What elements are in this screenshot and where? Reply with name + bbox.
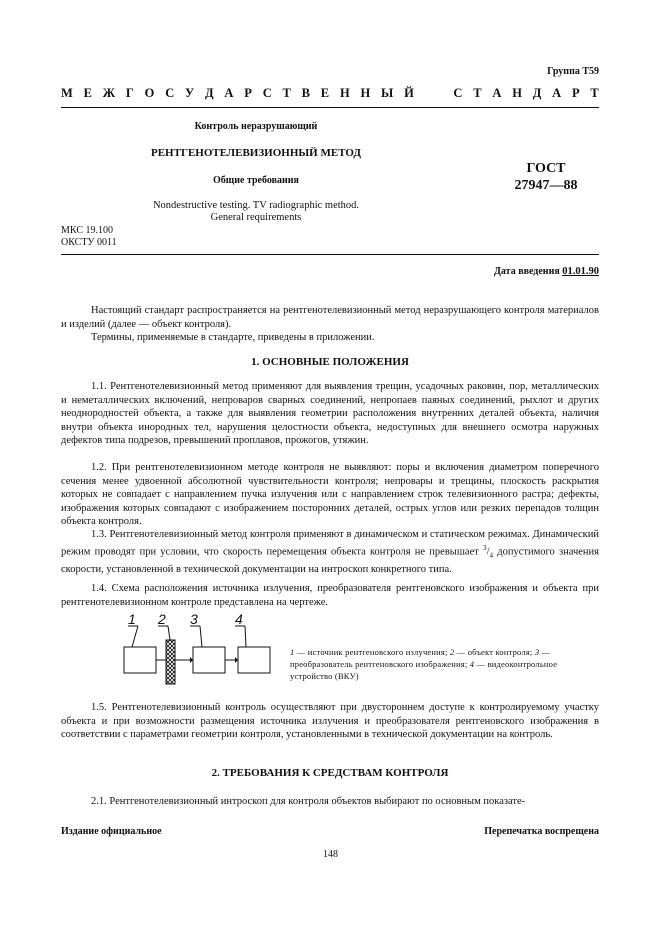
banner-letter: Й (404, 86, 414, 100)
test-object (166, 640, 175, 684)
paragraph-1-3-part-b: допустимого значения скорости, установленной в технической документации на интроскоп конкретного типа. (61, 546, 599, 575)
gost-label: ГОСТ (526, 161, 566, 176)
paragraph-1-3: 1.3. Рентгенотелевизионный метод контроля применяют в динамическом и статическом режимах. Динамический режим проводят при условии, что скорость перемещения объекта контроля не превышает $^3/_4$ допустимого значения скорости, установленной в технической документации на интроскоп конкретного типа. (61, 529, 599, 575)
banner-letter: Н (360, 86, 371, 100)
date-value: 01.01.90 (562, 266, 599, 277)
image-converter-box (193, 647, 225, 673)
paragraph-1-2: 1.2. При рентгенотелевизионном методе контроля не выявляют: поры и включения диаметром поперечного сечения менее удвоенной абсолютной чувствительности контроля; непровары и трещины, плоскость раскрытия которых не совпадает с направлением пучка излучения или с направлением строк телевизионного растра; дефекты, изображения которых совпадают с изображением посторонних деталей, острых углов или резких перепадов толщин объекта контроля. (61, 462, 599, 527)
standard-banner (61, 86, 599, 101)
classification-codes (61, 225, 117, 249)
banner-letter: Е (83, 86, 92, 100)
banner-letter: С (453, 86, 463, 100)
banner-letter: Т (282, 86, 291, 100)
section-1-heading: 1. ОСНОВНЫЕ ПОЛОЖЕНИЯ (251, 356, 409, 368)
diagram-label-1: 1 (128, 612, 136, 627)
footer-reprint: Перепечатка воспрещена (484, 826, 599, 837)
caption-n1: 1 (290, 647, 295, 657)
banner-letter: Т (473, 86, 482, 100)
leader-2 (168, 626, 170, 640)
video-monitor-box (238, 647, 270, 673)
banner-letter: Н (339, 86, 350, 100)
caption-t4: — видеоконтрольное устройство (ВКУ) (290, 659, 558, 681)
banner-letter: Д (205, 86, 214, 100)
banner-gap (425, 86, 443, 101)
gost-number: 27947—88 (514, 178, 578, 193)
english-title-line2: General requirements (210, 212, 302, 223)
xray-source-box (124, 647, 156, 673)
section-2-heading: 2. ТРЕБОВАНИЯ К СРЕДСТВАМ КОНТРОЛЯ (211, 767, 449, 779)
footer-edition: Издание официальное (61, 826, 162, 837)
effective-date (494, 266, 599, 277)
caption-n3: 3 (534, 647, 540, 657)
group-code: Группа Т59 (547, 66, 599, 77)
banner-letter: Н (512, 86, 522, 100)
meta-rule (61, 254, 599, 255)
english-title-line1: Nondestructive testing. TV radiographic method. (152, 200, 360, 211)
banner-letter: Д (532, 86, 542, 100)
paragraph-1-3-part-a: 1.3. Рентгенотелевизионный метод контроля применяют в динамическом и статическом режимах. Динамический режим проводят при условии, что скорость перемещения объекта контроля не превышает (61, 529, 599, 557)
document-title: РЕНТГЕНОТЕЛЕВИЗИОННЫЙ МЕТОД (151, 147, 361, 159)
intro-paragraph-2: Термины, применяемые в стандарте, приведены в приложении. (91, 332, 375, 343)
banner-letter: О (144, 86, 155, 100)
banner-letter: Г (125, 86, 134, 100)
caption-t1: — источник рентгеновского излучения; (294, 647, 450, 657)
diagram-caption (290, 646, 600, 682)
date-label: Дата введения (494, 266, 560, 277)
banner-letter: А (552, 86, 562, 100)
paragraph-1-4: 1.4. Схема расположения источника излучения, преобразователя рентгеновского изображения и объекта при рентгенотелевизионном контроле представлена на чертеже. (61, 583, 599, 608)
document-subtitle: Контроль неразрушающий (194, 121, 318, 132)
banner-letter: С (262, 86, 272, 100)
banner-letter: Р (571, 86, 580, 100)
okstu-code: ОКСТУ 0011 (61, 237, 117, 248)
banner-letter: А (224, 86, 234, 100)
banner-letter: А (492, 86, 502, 100)
diagram-label-2: 2 (158, 612, 166, 627)
paragraph-1-5: 1.5. Рентгенотелевизионный контроль осуществляют при двустороннем доступе к контролируемому участку объекта и при возможности размещения источника излучения и преобразователя рентгеновского изображения в соответствии с параметрами геометрии контроля, установленными в технической документации на контроль. (61, 702, 599, 740)
inspection-scheme-diagram (110, 612, 280, 692)
banner-letter: М (61, 86, 73, 100)
banner-letter: Ы (381, 86, 394, 100)
banner-letter: В (301, 86, 310, 100)
banner-letter: Р (244, 86, 252, 100)
caption-n4: 4 (469, 659, 475, 669)
caption-t3: — преобразователь рентгеновского изображения; (290, 647, 551, 669)
leader-1 (132, 626, 138, 647)
page-number: 148 (323, 849, 338, 860)
document-title-sub: Общие требования (213, 175, 299, 186)
paragraph-2-1: 2.1. Рентгенотелевизионный интроскоп для контроля объектов выбирают по основным показате- (91, 796, 526, 807)
banner-letter: У (185, 86, 195, 100)
leader-4 (245, 626, 246, 647)
banner-letter: С (165, 86, 175, 100)
fraction-numerator: 3 (483, 543, 487, 552)
banner-letter: Ж (102, 86, 116, 100)
banner-letter: Е (320, 86, 330, 100)
fraction-denominator: 4 (489, 551, 493, 560)
leader-3 (200, 626, 202, 647)
paragraph-1-1: 1.1. Рентгенотелевизионный метод применяют для выявления трещин, усадочных раковин, пор, металлических и неметаллических включений, непроваров сварных соединений, непропаев паяных соединений, рыхлот и других неоднородностей объекта, а также для выявления геометрии расположения внутренних деталей объекта, наличия внутри объекта инородных тел, нарушения целостности объекта, недоступных для внешнего осмотра наружных дефектов типа подрезов, превышений проплавов, прожогов, утяжин. (61, 381, 599, 446)
banner-letter: Т (590, 86, 599, 100)
caption-n2: 2 (449, 647, 455, 657)
intro-paragraph-1: Настоящий стандарт распространяется на рентгенотелевизионный метод неразрушающего контроля материалов и изделий (далее — объект контроля). (61, 305, 599, 330)
header-rule (61, 107, 599, 108)
caption-t2: — объект контроля; (454, 647, 535, 657)
diagram-label-3: 3 (190, 612, 198, 627)
mks-code: МКС 19.100 (61, 225, 113, 236)
diagram-label-4: 4 (235, 612, 243, 627)
